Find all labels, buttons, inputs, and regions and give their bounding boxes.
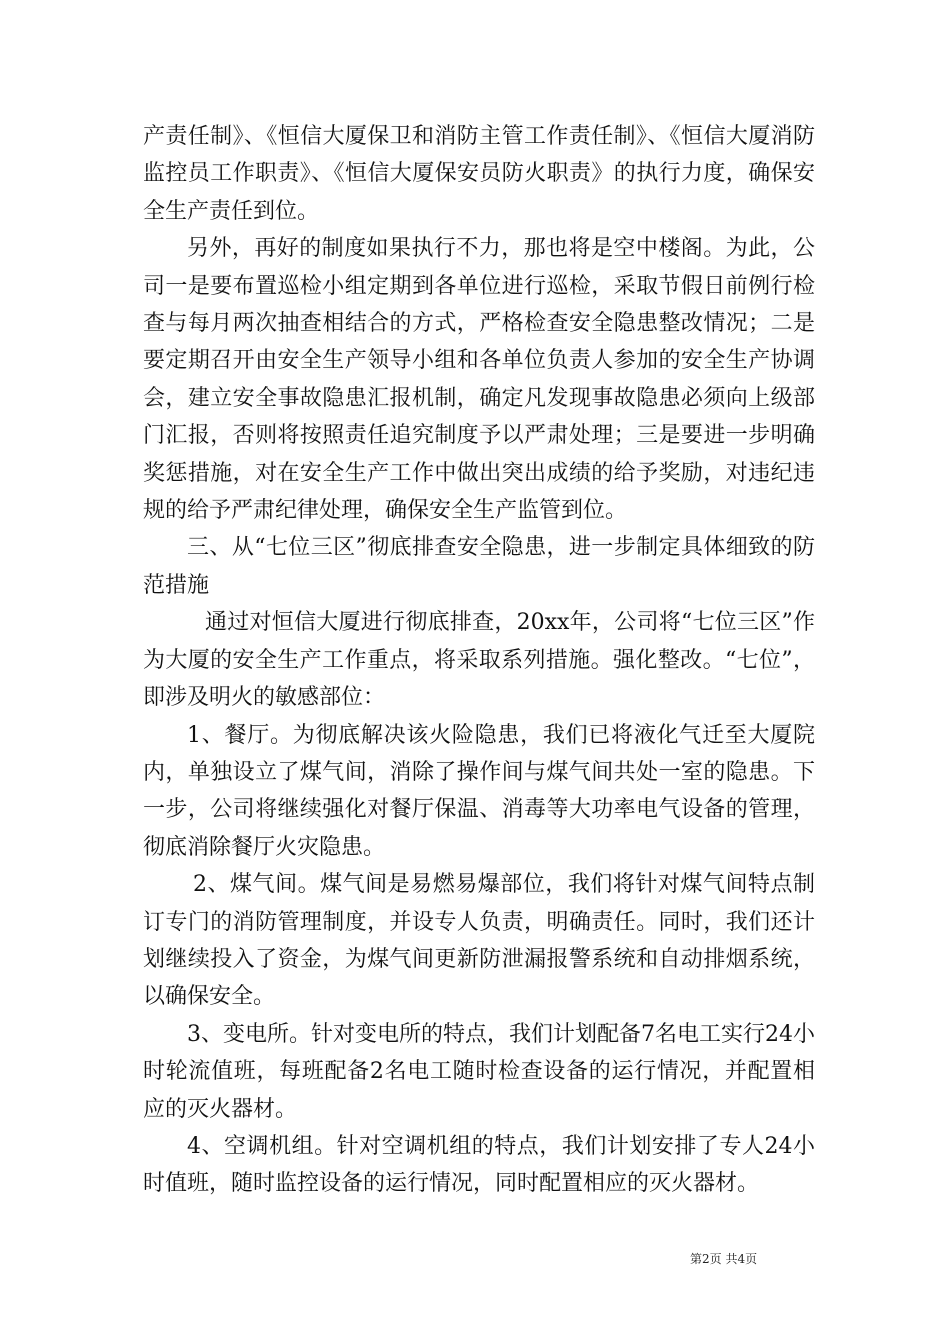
list-item-air-conditioning: 4、空调机组。针对空调机组的特点，我们计划安排了专人24小时值班，随时监控设备的运行情况，同时配置相应的灭火器材。	[143, 1133, 815, 1197]
section-heading-three: 三、从“七位三区”彻底排查安全隐患，进一步制定具体细致的防范措施	[143, 535, 815, 598]
list-item-gas-room: 2、煤气间。煤气间是易燃易爆部位，我们将针对煤气间特点制订专门的消防管理制度，并设专人负责，明确责任。同时，我们还计划继续投入了资金，为煤气间更新防泄漏报警系统和自动排烟系统，以确保安全。	[143, 872, 815, 1010]
paragraph-responsibility-system: 产责任制》、《恒信大厦保卫和消防主管工作责任制》、《恒信大厦消防监控员工作职责》、《恒信大厦保安员防火职责》的执行力度，确保安全生产责任到位。	[143, 124, 815, 224]
page-number: 第2页 共4页	[690, 1252, 758, 1266]
list-item-substation: 3、变电所。针对变电所的特点，我们计划配备7名电工实行24小时轮流值班，每班配备2名电工随时检查设备的运行情况，并配置相应的灭火器材。	[143, 1021, 815, 1122]
paragraph-inspection-measures: 另外，再好的制度如果执行不力，那也将是空中楼阁。为此，公司一是要布置巡检小组定期到各单位进行巡检，采取节假日前例行检查与每月两次抽查相结合的方式，严格检查安全隐患整改情况；二是要定期召开由安全生产领导小组和各单位负责人参加的安全生产协调会，建立安全事故隐患汇报机制，确定凡发现事故隐患必须向上级部门汇报，否则将按照责任追究制度予以严肃处理；三是要进一步明确奖惩措施，对在安全生产工作中做出突出成绩的给予奖励，对违纪违规的给予严肃纪律处理，确保安全生产监管到位。	[143, 236, 815, 524]
list-item-restaurant: 1、餐厅。为彻底解决该火险隐患，我们已将液化气迁至大厦院内，单独设立了煤气间，消除了操作间与煤气间共处一室的隐患。下一步，公司将继续强化对餐厅保温、消毒等大功率电气设备的管理，彻底消除餐厅火灾隐患。	[143, 722, 815, 860]
paragraph-seven-positions-intro: 通过对恒信大厦进行彻底排查，20xx年，公司将“七位三区”作为大厦的安全生产工作重点，将采取系列措施。强化整改。“七位”，即涉及明火的敏感部位：	[143, 610, 815, 711]
document-body	[143, 118, 815, 1203]
